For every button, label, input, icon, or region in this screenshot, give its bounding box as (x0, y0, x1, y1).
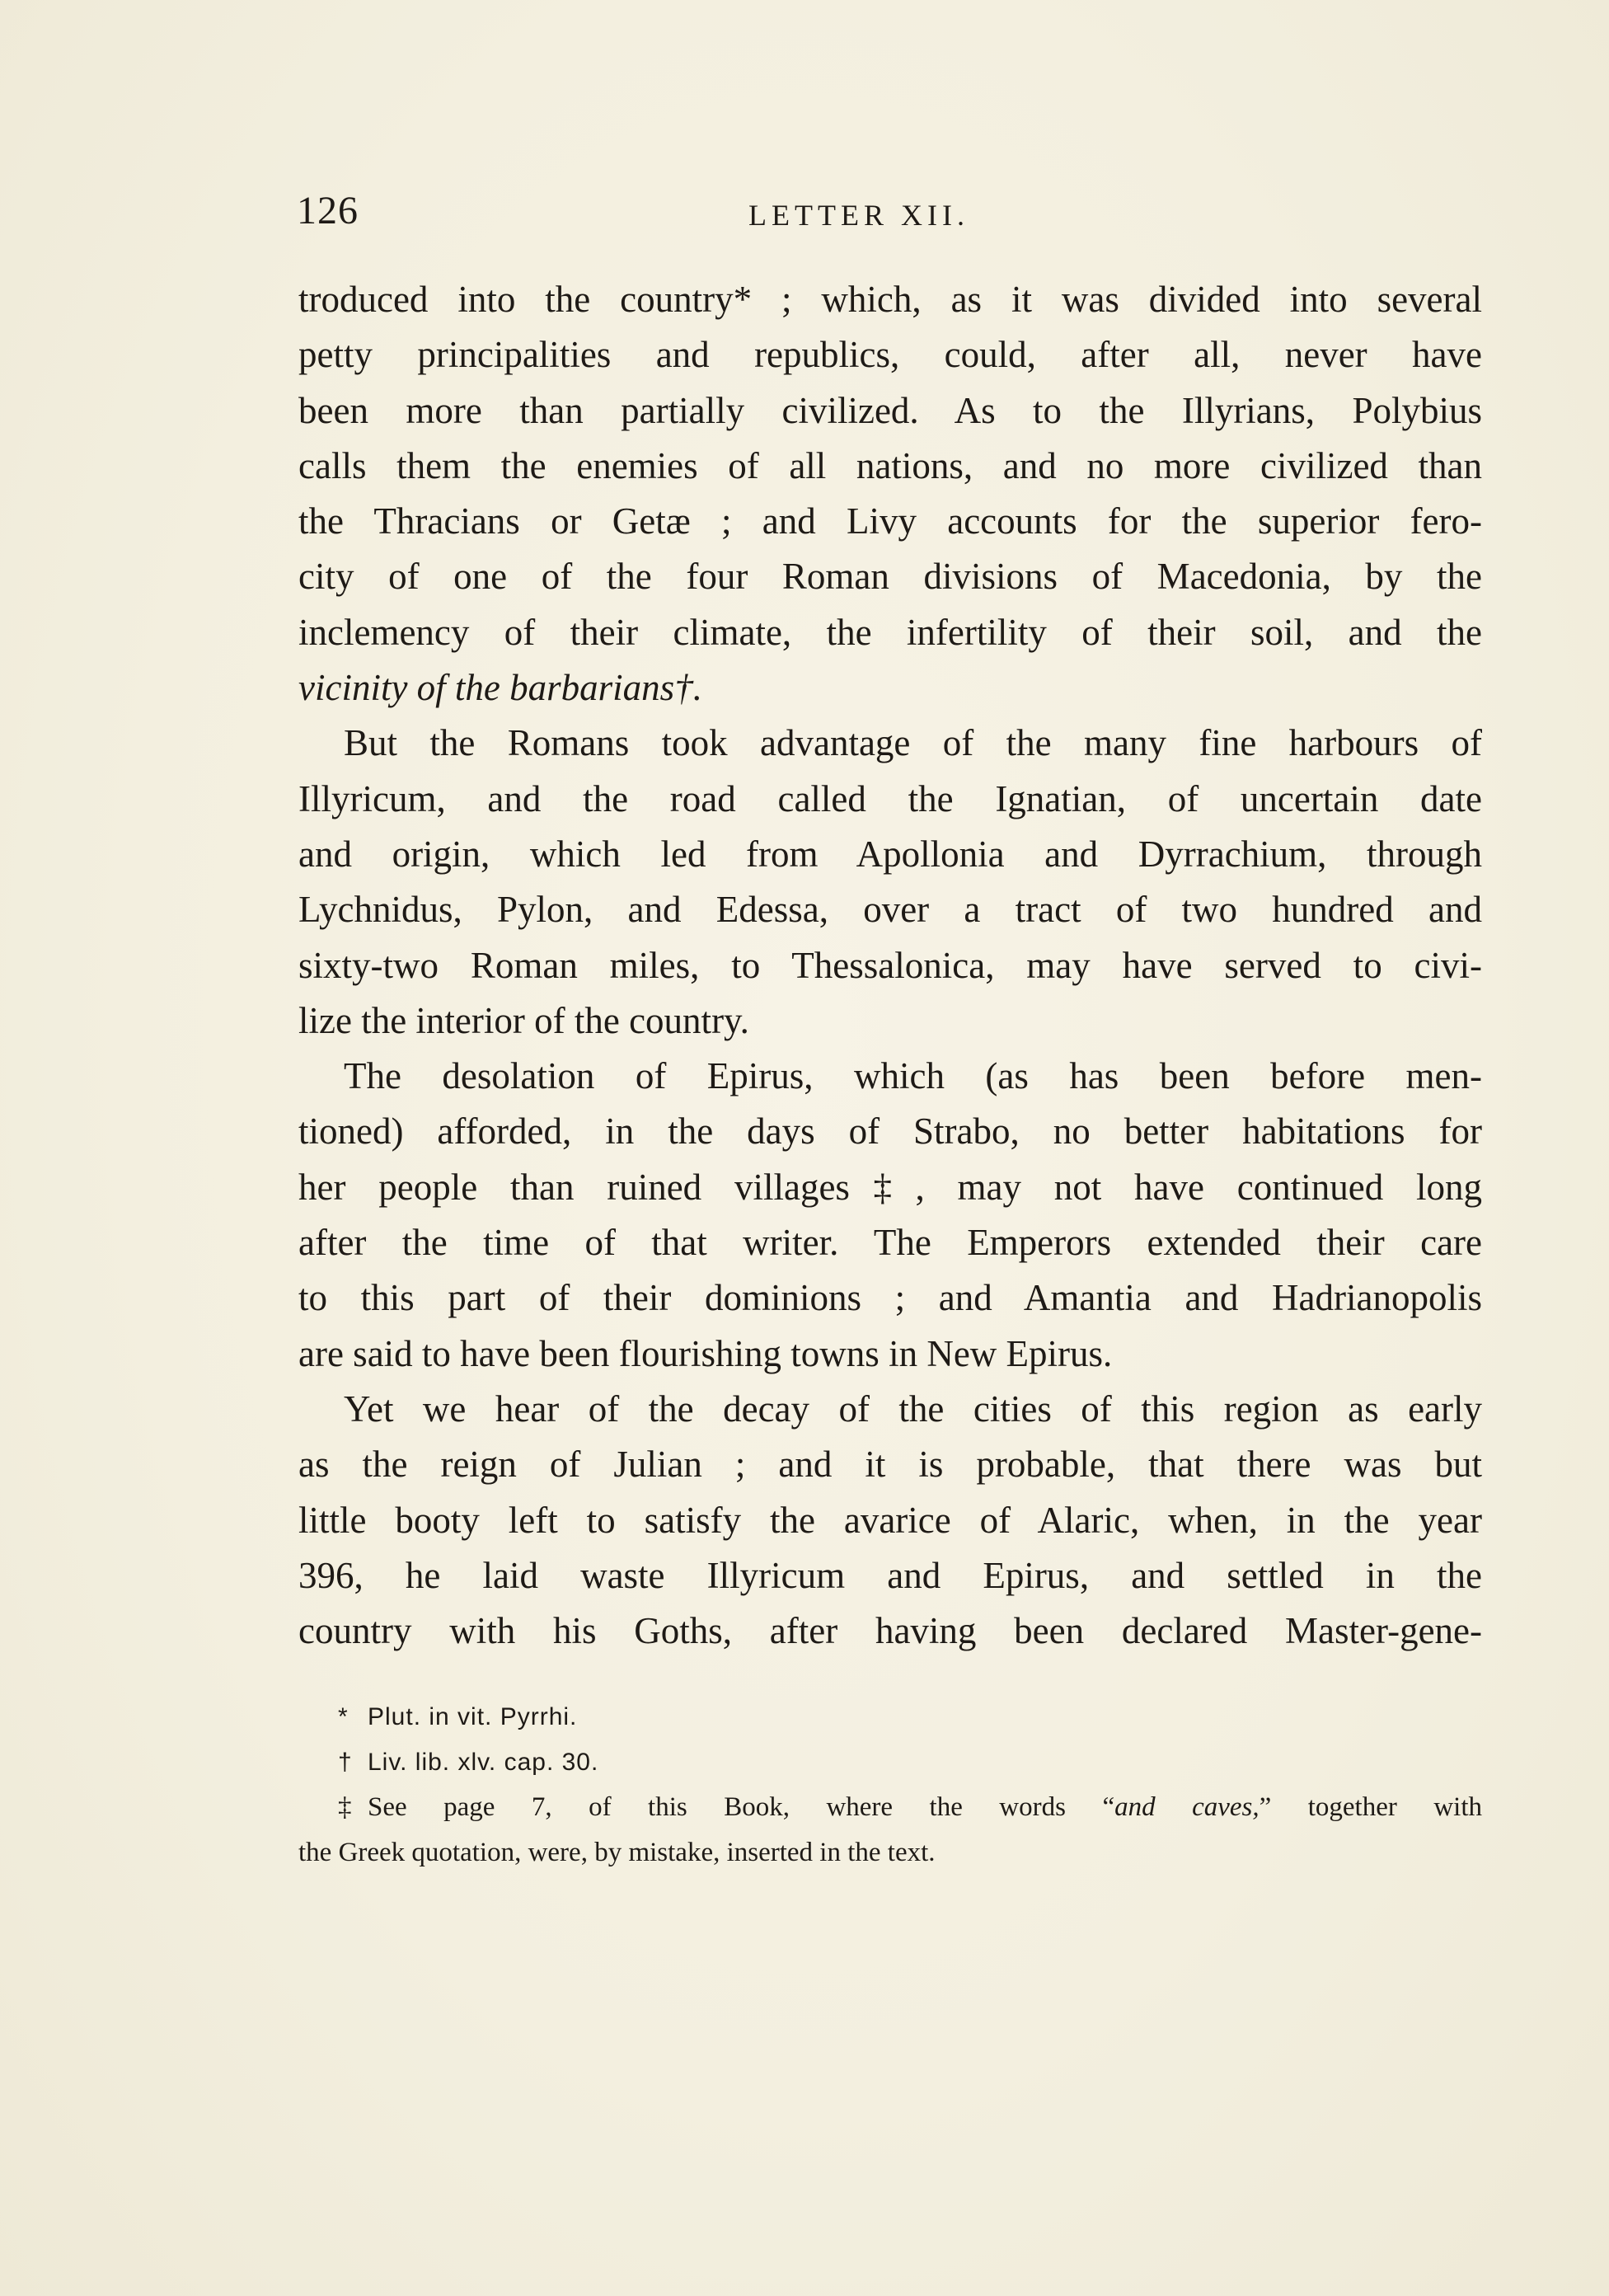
paragraph-start: Yet we hear of the decay of the cities of this region as early (344, 1387, 1482, 1430)
page-number: 126 (297, 189, 359, 232)
footnote-italic: and caves, (1114, 1792, 1260, 1822)
text-line: her people than ruined villages‡, may not have continued long (298, 1166, 1482, 1208)
footnotes (298, 1694, 1482, 1876)
paragraph-start: The desolation of Epirus, which (as has been before men- (344, 1055, 1482, 1097)
footnote-text: Liv. lib. xlv. cap. 30. (368, 1749, 599, 1776)
running-head: LETTER XII. (748, 199, 969, 232)
text-line: tioned) afforded, in the days of Strabo, no better habitations for (298, 1110, 1482, 1153)
text-line: inclemency of their climate, the infertility of their soil, and the (298, 611, 1482, 653)
footnote-mark: † (338, 1749, 353, 1776)
footnote-2 (298, 1740, 1482, 1785)
text-line: troduced into the country* ; which, as it was divided into several (298, 279, 1482, 320)
text-line: calls them the enemies of all nations, and no more civilized than (298, 444, 1482, 486)
text-line: city of one of the four Roman divisions of Macedonia, by the (298, 556, 1482, 598)
footnote-3-continued: the Greek quotation, were, by mistake, inserted in the text. (298, 1838, 936, 1867)
text-line: lize the interior of the country. (298, 999, 749, 1041)
text-line: been more than partially civilized. As to the Illyrians, Polybius (298, 389, 1482, 431)
text-line: after the time of that writer. The Emperors extended their care (298, 1222, 1482, 1264)
main-text (298, 272, 1482, 1659)
text-line: and origin, which led from Apollonia and Dyrrachium, through (298, 833, 1482, 875)
text-line: little booty left to satisfy the avarice of Alaric, when, in the year (298, 1499, 1482, 1541)
text-line: Lychnidus, Pylon, and Edessa, over a tract of two hundred and (298, 889, 1482, 931)
text-line: the Thracians or Getæ ; and Livy accounts for the superior fero- (298, 500, 1482, 542)
paragraph-start: But the Romans took advantage of the many fine harbours of (344, 722, 1482, 764)
text-line: are said to have been flourishing towns in New Epirus. (298, 1332, 1113, 1374)
footnote-mark: * (338, 1703, 349, 1730)
footnote-1 (298, 1694, 1482, 1740)
text-line: sixty-two Roman miles, to Thessalonica, may have served to civi- (298, 944, 1482, 986)
footnote-3 (298, 1785, 1482, 1830)
text-line: 396, he laid waste Illyricum and Epirus, and settled in the (298, 1554, 1482, 1596)
text-line: as the reign of Julian ; and it is probable, that there was but (298, 1444, 1482, 1486)
text-line: Illyricum, and the road called the Ignatian, of uncertain date (298, 777, 1482, 819)
footnote-text: See page 7, of this Book, where the words “ (368, 1792, 1115, 1822)
text-line-italic: vicinity of the barbarians†. (298, 667, 702, 709)
text-line: country with his Goths, after having been declared Master-gene- (298, 1610, 1482, 1652)
text-line: to this part of their dominions ; and Amantia and Hadrianopolis (298, 1277, 1482, 1319)
page-header (297, 188, 1484, 246)
footnote-mark: ‡ (338, 1792, 352, 1822)
text-line: petty principalities and republics, could, after all, never have (298, 334, 1482, 376)
footnote-text: ” together with (1259, 1792, 1482, 1822)
footnote-text: Plut. in vit. Pyrrhi. (368, 1703, 578, 1730)
